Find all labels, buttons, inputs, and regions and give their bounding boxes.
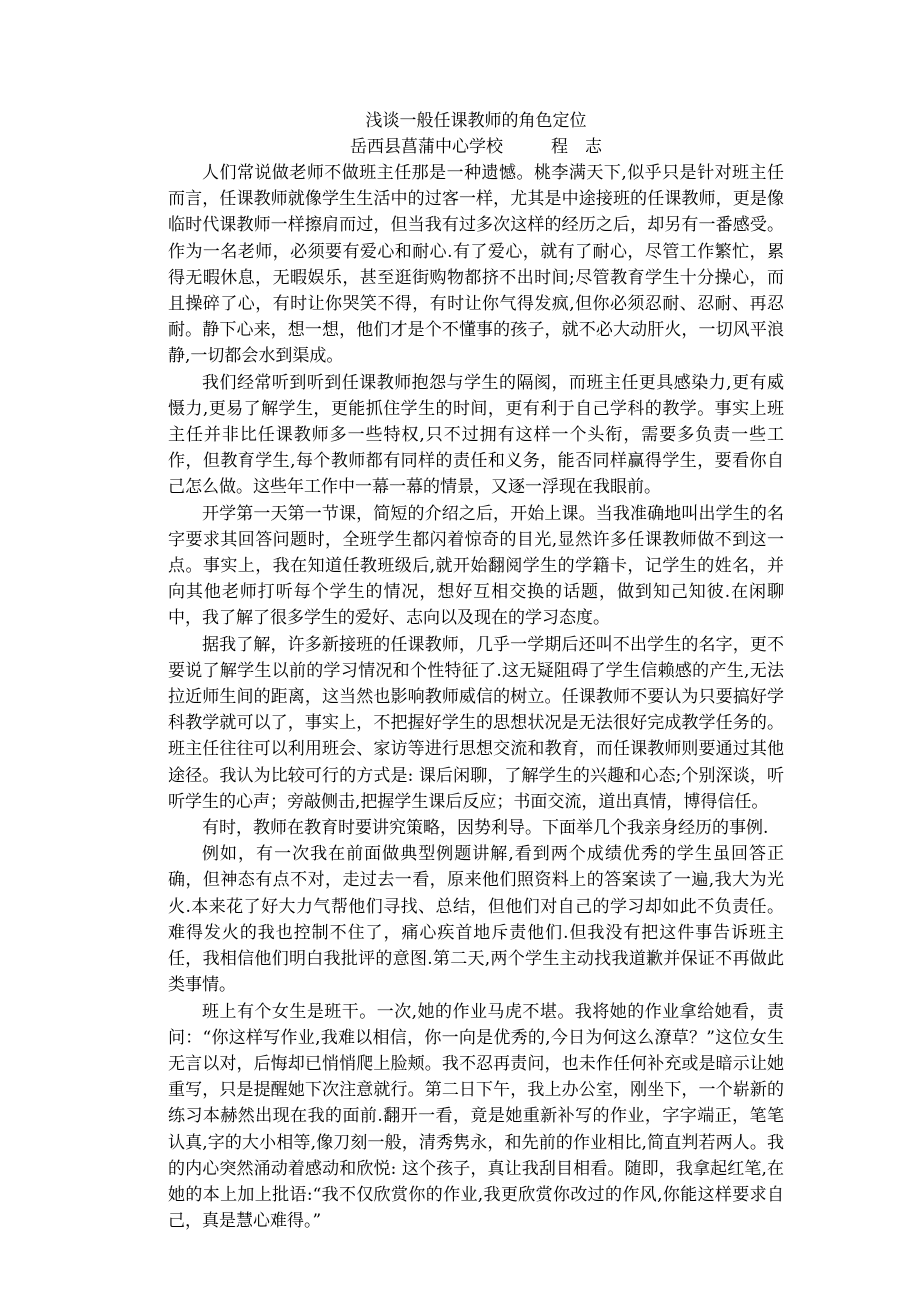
school-name: 岳西县菖蒲中心学校 bbox=[350, 137, 503, 157]
document-page bbox=[168, 108, 784, 1234]
paragraph-4: 据我了解，许多新接班的任课教师，几乎一学期后还叫不出学生的名字，更不要说了解学生以前的学习情况和个性特征了.这无疑阻碍了学生信赖感的产生,无法拉近师生间的距离，这当然也影响教师威信的树立。任课教师不要认为只要搞好学科教学就可以了，事实上，不把握好学生的思想状况是无法很好完成教学任务的。班主任往往可以利用班会、家访等进行思想交流和教育，而任课教师则要通过其他途径。我认为比较可行的方式是: 课后闲聊，了解学生的兴趣和心态;个别深谈，听听学生的心声；旁敲侧击,把握学生课后反应；书面交流，道出真情，博得信任。 bbox=[168, 634, 784, 812]
byline bbox=[168, 134, 784, 160]
paragraph-7: 班上有个女生是班干。一次,她的作业马虎不堪。我将她的作业拿给她看，责问：“你这样写作业,我难以相信，你一向是优秀的,今日为何这么潦草？”这位女生无言以对，后悔却已悄悄爬上脸颊。我不忍再责问，也未作任何补充或是暗示让她重写，只是提醒她下次注意就行。第二日下午，我上办公室，刚坐下，一个崭新的练习本赫然出现在我的面前.翻开一看，竟是她重新补写的作业，字字端正，笔笔认真,字的大小相等,像刀刻一般，清秀隽永，和先前的作业相比,简直判若两人。我的内心突然涌动着感动和欣悦: 这个孩子，真让我刮目相看。随即，我拿起红笔,在她的本上加上批语:“我不仅欣赏你的作业,我更欣赏你改过的作风,你能这样要求自己，真是慧心难得。” bbox=[168, 1001, 784, 1232]
paragraph-5: 有时，教师在教育时要讲究策略，因势利导。下面举几个我亲身经历的事例. bbox=[202, 818, 769, 839]
paragraph-2: 我们经常听到听到任课教师抱怨与学生的隔阂，而班主任更具感染力,更有威慑力,更易了解学生，更能抓住学生的时间，更有利于自己学科的教学。事实上班主任并非比任课教师多一些特权,只不过拥有这样一个头衔，需要多负责一些工作，但教育学生,每个教师都有同样的责任和义务，能否同样赢得学生，要看你自己怎么做。这些年工作中一幕一幕的情景，又逐一浮现在我眼前。 bbox=[168, 372, 784, 498]
document-title: 浅谈一般任课教师的角色定位 bbox=[365, 111, 587, 131]
paragraph-6: 例如，有一次我在前面做典型例题讲解,看到两个成绩优秀的学生虽回答正确，但神态有点不对，走过去一看，原来他们照资料上的答案读了一遍,我大为光火.本来花了好大力气帮他们寻找、总结，但他们对自己的学习却如此不负责任。难得发火的我也控制不住了，痛心疾首地斥责他们.但我没有把这件事告诉班主任，我相信他们明白我批评的意图.第二天,两个学生主动找我道歉并保证不再做此类事情。 bbox=[168, 844, 784, 996]
paragraph-1: 人们常说做老师不做班主任那是一种遗憾。桃李满天下,似乎只是针对班主任而言，任课教师就像学生生活中的过客一样，尤其是中途接班的任课教师，更是像临时代课教师一样擦肩而过，但当我有过多次这样的经历之后，却另有一番感受。作为一名老师，必须要有爱心和耐心.有了爱心，就有了耐心，尽管工作繁忙，累得无暇休息，无暇娱乐，甚至逛街购物都挤不出时间;尽管教育学生十分操心，而且操碎了心，有时让你哭笑不得，有时让你气得发疯,但你必须忍耐、忍耐、再忍耐。静下心来，想一想，他们才是个不懂事的孩子，就不必大动肝火，一切风平浪静,一切都会水到渠成。 bbox=[168, 163, 784, 367]
paragraph-3: 开学第一天第一节课，简短的介绍之后，开始上课。当我准确地叫出学生的名字要求其回答问题时，全班学生都闪着惊奇的目光,显然许多任课教师做不到这一点。事实上，我在知道任教班级后,就开始翻阅学生的学籍卡，记学生的姓名，并向其他老师打听每个学生的情况，想好互相交换的话题，做到知己知彼.在闲聊中，我了解了很多学生的爱好、志向以及现在的学习态度。 bbox=[168, 503, 784, 629]
author-name: 程 志 bbox=[551, 137, 602, 157]
